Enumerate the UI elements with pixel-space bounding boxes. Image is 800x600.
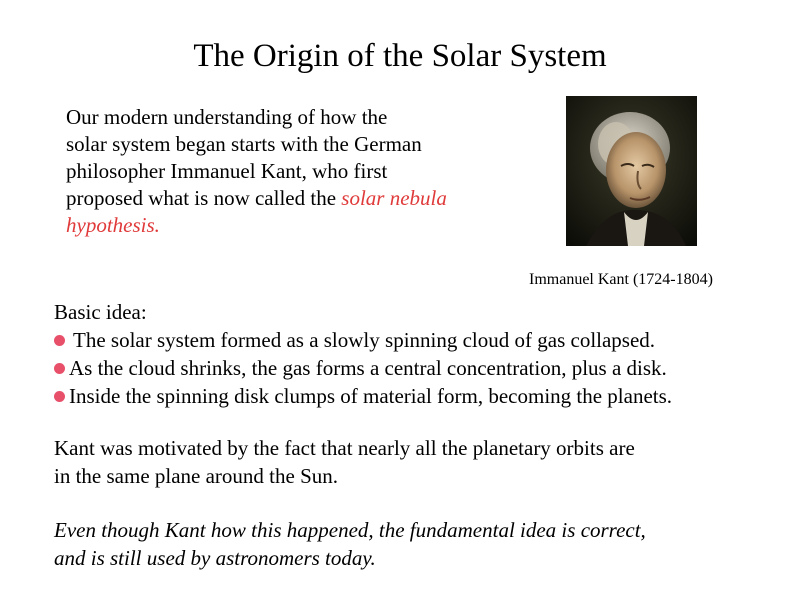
bullet-item — [54, 382, 794, 410]
slide-title: The Origin of the Solar System — [193, 38, 607, 74]
pink-dot-bullet-icon — [54, 391, 65, 402]
motivation-line: in the same plane around the Sun. — [54, 464, 339, 488]
bullet-item — [54, 326, 794, 354]
kant-portrait-image — [566, 96, 697, 246]
closing-paragraph — [54, 516, 794, 572]
motivation-paragraph — [54, 434, 794, 490]
bullet-text: The solar system formed as a slowly spinning cloud of gas collapsed. — [73, 328, 656, 352]
closing-line: and is still used by astronomers today. — [54, 546, 376, 570]
intro-line: solar system began starts with the German — [66, 132, 422, 156]
bullet-text: Inside the spinning disk clumps of material form, becoming the planets. — [69, 384, 673, 408]
portrait-caption: Immanuel Kant (1724-1804) — [529, 271, 713, 288]
kant-portrait — [566, 96, 697, 246]
intro-line-text: proposed what is now called the — [66, 186, 342, 210]
bullet-item — [54, 354, 794, 382]
closing-line: Even though Kant how this happened, the fundamental idea is correct, — [54, 518, 646, 542]
motivation-line: Kant was motivated by the fact that nearly all the planetary orbits are — [54, 436, 635, 460]
basic-idea-heading: Basic idea: — [54, 300, 147, 324]
solar-nebula-highlight: solar nebula — [341, 186, 447, 210]
pink-dot-bullet-icon — [54, 363, 65, 374]
intro-line: philosopher Immanuel Kant, who first — [66, 159, 388, 183]
basic-idea-section — [54, 298, 794, 410]
intro-line: Our modern understanding of how the — [66, 105, 388, 129]
bullet-text: As the cloud shrinks, the gas forms a central concentration, plus a disk. — [69, 356, 667, 380]
intro-line — [66, 185, 536, 212]
pink-dot-bullet-icon — [54, 335, 65, 346]
intro-paragraph — [66, 104, 536, 239]
hypothesis-highlight: hypothesis. — [66, 213, 160, 237]
